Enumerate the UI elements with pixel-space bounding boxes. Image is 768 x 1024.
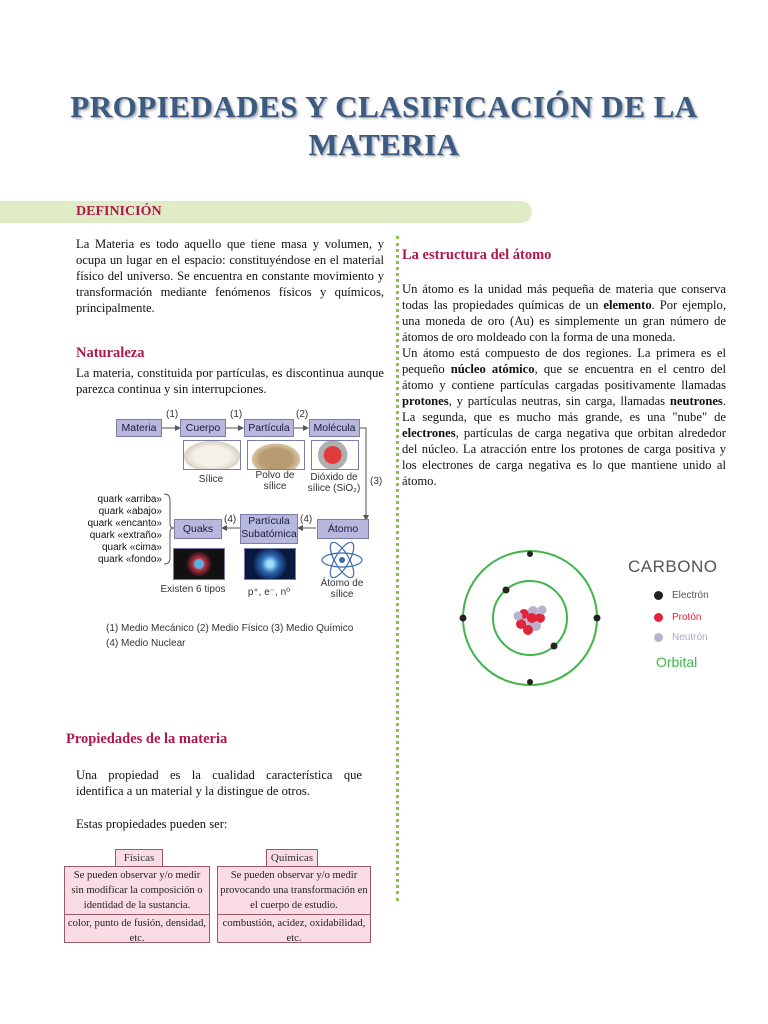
- box-quaks: Quaks: [174, 519, 222, 539]
- definition-text: La Materia es todo aquello que tiene masa y volumen, y ocupa un lugar en el espacio: constituyéndose en el material físico del universo. Se encuentra en constante movimiento y transformación mediante fenómenos físicos y químicos, principalmente.: [76, 237, 384, 315]
- silicon-dioxide-image: [311, 440, 359, 470]
- estructura-text: [402, 281, 726, 489]
- atom-icon: [319, 542, 365, 578]
- neutron-legend-dot: [654, 633, 663, 642]
- step-label: (1): [166, 409, 179, 420]
- text-segment: Un átomo está compuesto de dos regiones. La primera es el pequeño: [402, 346, 726, 376]
- text-segment: , que se encuentra en el centro del átomo y contiene partículas cargadas positivamente llamadas: [402, 362, 727, 392]
- silica-powder-image: [247, 440, 305, 470]
- quimicas-examples: combustión, acidez, oxidabilidad, etc.: [218, 914, 370, 947]
- text-segment: . Por ejemplo, una moneda de oro (Au) es simplemente un gran número de átomos de oro moldeado con la forma de una moneda.: [402, 298, 726, 344]
- step-label: (4): [300, 514, 313, 525]
- box-atomo: Átomo: [317, 519, 369, 539]
- propiedades-heading: Propiedades de la materia: [66, 731, 228, 747]
- step-label: (4): [224, 514, 237, 525]
- text-segment-bold: núcleo atómico: [450, 362, 535, 376]
- propiedades-intro: Estas propiedades pueden ser:: [76, 817, 228, 831]
- electron: [551, 643, 558, 650]
- diagram-legend: [106, 621, 353, 651]
- fisicas-desc: Se pueden observar y/o medir sin modificar la composición o identidad de la sustancia.: [71, 870, 203, 911]
- legend-proton: Protón: [672, 612, 702, 623]
- text-segment-bold: neutrones: [669, 394, 723, 408]
- quark-image: [173, 548, 225, 580]
- subatomic-image: [244, 548, 296, 580]
- page-title: PROPIEDADES Y CLASIFICACIÓN DE LA MATERIA: [70, 89, 698, 162]
- legend-neutron: Neutrón: [672, 632, 708, 643]
- list-item: quark «fondo»: [98, 554, 162, 565]
- text-segment-bold: electrones: [402, 426, 456, 440]
- fisicas-examples: color, punto de fusión, densidad, etc.: [65, 914, 209, 947]
- quark-list: [86, 494, 162, 566]
- list-item: quark «cima»: [101, 542, 162, 553]
- propiedades-text: Una propiedad es la cualidad característica que identifica a un material y la distingue de otros.: [76, 768, 362, 798]
- electron: [527, 679, 533, 685]
- caption-existen: Existen 6 tipos: [160, 584, 226, 595]
- electron: [503, 587, 510, 594]
- naturaleza-text: La materia, constituida por partículas, es discontinua aunque parezca continua y sin interrupciones.: [76, 366, 384, 396]
- list-item: quark «arriba»: [97, 494, 162, 505]
- quimicas-tag: Químicas: [266, 849, 318, 867]
- text-segment: , y partículas neutras, sin carga, llamadas: [448, 394, 670, 408]
- text-segment: , partículas de carga negativa que orbitan alrededor del núcleo. La atracción entre los protones de carga positiva y los electrones de carga negativa es lo que mantiene unido al átomo.: [402, 426, 726, 488]
- box-subatomica: Partícula Subatómica: [240, 514, 298, 544]
- matter-diagram: [0, 0, 400, 660]
- box-cuerpo: Cuerpo: [180, 419, 226, 437]
- nucleus: [514, 606, 547, 636]
- electron: [527, 551, 533, 557]
- caption-dioxido: Dióxido de sílice (SiO₂): [307, 472, 361, 494]
- estructura-heading: La estructura del átomo: [402, 247, 552, 263]
- carbon-atom-diagram: [456, 548, 606, 688]
- step-label: (2): [296, 409, 309, 420]
- legend-line: (4) Medio Nuclear: [106, 638, 186, 649]
- naturaleza-heading: Naturaleza: [76, 345, 145, 361]
- box-materia: Materia: [116, 419, 162, 437]
- step-label: (3): [370, 476, 383, 487]
- electron-legend-dot: [654, 591, 663, 600]
- caption-polvo: Polvo de sílice: [255, 470, 295, 492]
- text-segment-bold: elemento: [603, 298, 652, 312]
- electron: [460, 615, 467, 622]
- carbono-title: CARBONO: [628, 557, 718, 576]
- text-segment-bold: protones: [402, 394, 449, 408]
- electron: [594, 615, 601, 622]
- caption-silice: Sílice: [198, 474, 224, 485]
- definition-heading: DEFINICIÓN: [76, 204, 162, 219]
- caption-atomo-silice: Átomo de sílice: [320, 578, 364, 600]
- box-molecula: Molécula: [309, 419, 360, 437]
- list-item: quark «extraño»: [89, 530, 162, 541]
- quimicas-desc: Se pueden observar y/o medir provocando una transformación en el cuerpo de estudio.: [220, 870, 368, 911]
- list-item: quark «abajo»: [98, 506, 162, 517]
- text-segment: Un átomo es la unidad más pequeña de materia que conserva todas las propiedades químicas de un: [402, 282, 726, 312]
- text-segment: . La segunda, que es mucho más grande, es una "nube" de: [402, 394, 726, 424]
- column-divider: [396, 236, 399, 901]
- fisicas-box: [64, 866, 210, 943]
- caption-particles: p⁺, e⁻, n⁰: [247, 587, 291, 598]
- legend-electron: Electrón: [672, 590, 709, 601]
- step-label: (1): [230, 409, 243, 420]
- quimicas-box: [217, 866, 371, 943]
- proton-legend-dot: [654, 613, 663, 622]
- fisicas-tag: Físicas: [115, 849, 163, 867]
- legend-line: (1) Medio Mecánico (2) Medio Físico (3) Medio Químico: [106, 623, 354, 634]
- list-item: quark «encanto»: [87, 518, 162, 529]
- box-particula: Partícula: [244, 419, 294, 437]
- silica-image: [183, 440, 241, 470]
- legend-orbital: Orbital: [656, 654, 698, 670]
